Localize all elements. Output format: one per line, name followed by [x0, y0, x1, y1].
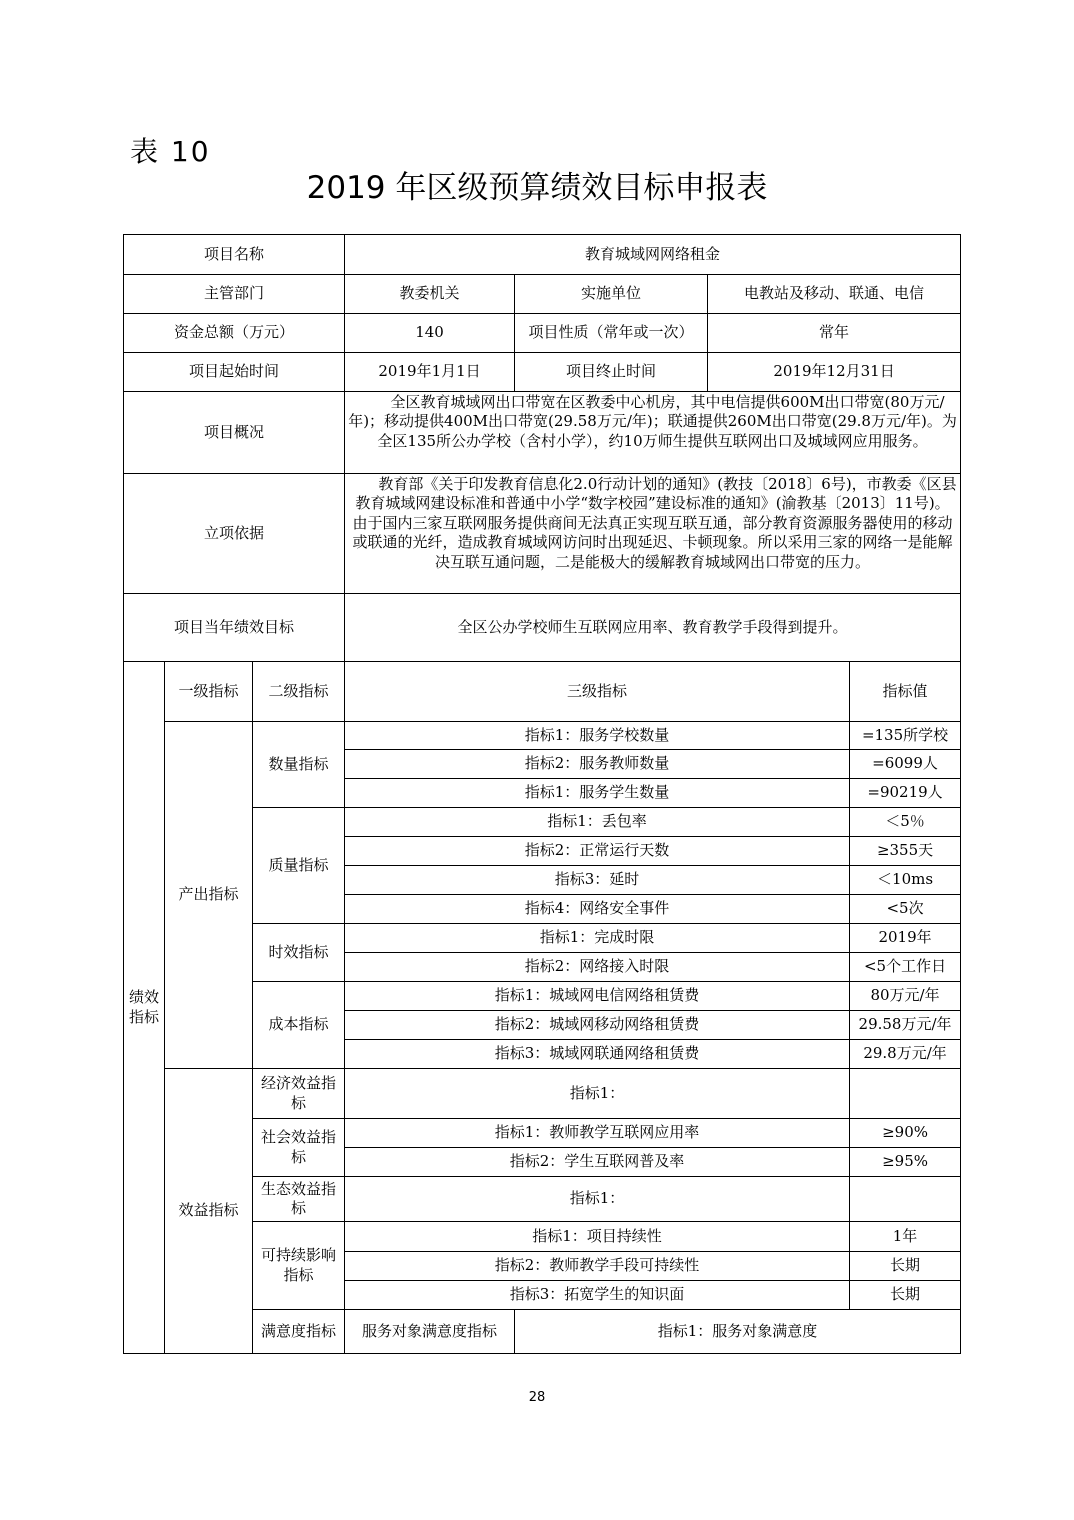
- basis-text: 教育部《关于印发教育信息化2.0行动计划的通知》(教技〔2018〕6号)，市教委《区县教育城域网建设标准和普通中小学“数字校园”建设标准的通知》(渝教基〔2013〕11号)。由于国内三家互联网服务提供商间无法真正实现互联互通，部分教育资源服务器使用的移动或联通的光纤，造成教育城域网访问时出现延迟、卡顿现象。所以采用三家的网络一是能解决互联互通问题，二是能极大的缓解教育城域网出口带宽的压力。: [352, 474, 957, 571]
- row-perf-header: [124, 662, 961, 722]
- budget-performance-table: [123, 234, 961, 1354]
- cost-label: 成本指标: [253, 982, 345, 1069]
- indicator-value: 2019年: [850, 924, 961, 953]
- indicator-name: 指标1：城域网电信网络租赁费: [345, 982, 850, 1011]
- indicator-name: 指标1：服务对象满意度: [515, 1310, 961, 1354]
- indicator-value: 29.58万元/年: [850, 1011, 961, 1040]
- indicator-value: ＜10ms: [850, 866, 961, 895]
- document-title: 2019 年区级预算绩效目标申报表: [306, 170, 768, 206]
- quality-label: 质量指标: [253, 808, 345, 924]
- overview-cell: [345, 392, 961, 474]
- row-basis: [124, 474, 961, 594]
- row-goal: [124, 594, 961, 662]
- satisfaction-label: 满意度指标: [253, 1310, 345, 1354]
- indicator-name: 指标1：服务学生数量: [345, 779, 850, 808]
- indicator-name: 指标4：网络安全事件: [345, 895, 850, 924]
- indicator-name: 指标2：学生互联网普及率: [345, 1148, 850, 1177]
- indicator-name: 指标1：完成时限: [345, 924, 850, 953]
- overview-text: 全区教育城域网出口带宽在区教委中心机房，其中电信提供600M出口带宽(80万元/年)；移动提供400M出口带宽(29.58万元/年)；联通提供260M出口带宽(29.8万元/年)。为全区135所公办学校（含村小学），约10万师生提供互联网出口及城域网应用服务。: [348, 392, 957, 450]
- eco-label: 生态效益指标: [253, 1177, 345, 1222]
- indicator-name: 指标1：: [345, 1177, 850, 1222]
- project-name-label: 项目名称: [124, 235, 345, 275]
- indicator-name: 指标3：延时: [345, 866, 850, 895]
- end-value: 2019年12月31日: [708, 353, 961, 392]
- indicator-value: =135所学校: [850, 722, 961, 750]
- nature-label: 项目性质（常年或一次）: [515, 314, 708, 353]
- indicator-value: <5次: [850, 895, 961, 924]
- basis-label: 立项依据: [124, 474, 345, 594]
- table-number: 表 10: [130, 135, 211, 168]
- row-dates: [124, 353, 961, 392]
- basis-cell: [345, 474, 961, 594]
- indicator-value: <5个工作日: [850, 953, 961, 982]
- indicator-value: ≥90%: [850, 1119, 961, 1148]
- indicator-value: =6099人: [850, 750, 961, 779]
- quantity-label: 数量指标: [253, 722, 345, 808]
- indicator-value: [850, 1177, 961, 1222]
- indicator-value: 长期: [850, 1281, 961, 1310]
- nature-value: 常年: [708, 314, 961, 353]
- col-level3: 三级指标: [345, 662, 850, 722]
- table-row: [124, 722, 961, 750]
- indicator-name: 指标2：城域网移动网络租赁费: [345, 1011, 850, 1040]
- indicator-name: 指标3：城域网联通网络租赁费: [345, 1040, 850, 1069]
- indicator-name: 指标2：服务教师数量: [345, 750, 850, 779]
- impl-value: 电教站及移动、联通、电信: [708, 275, 961, 314]
- overview-label: 项目概况: [124, 392, 345, 474]
- goal-value: 全区公办学校师生互联网应用率、教育教学手段得到提升。: [345, 594, 961, 662]
- indicator-name: 指标1：丢包率: [345, 808, 850, 837]
- indicator-value: ≥355天: [850, 837, 961, 866]
- social-label: 社会效益指标: [253, 1119, 345, 1177]
- col-level1: 一级指标: [165, 662, 253, 722]
- indicator-name: 指标1：教师教学互联网应用率: [345, 1119, 850, 1148]
- col-level2: 二级指标: [253, 662, 345, 722]
- dept-value: 教委机关: [345, 275, 515, 314]
- economic-label: 经济效益指标: [253, 1069, 345, 1119]
- indicator-name: 指标2：教师教学手段可持续性: [345, 1252, 850, 1281]
- project-name-value: 教育城域网网络租金: [345, 235, 961, 275]
- indicator-name: 指标1：项目持续性: [345, 1222, 850, 1252]
- row-project-name: [124, 235, 961, 275]
- indicator-value: 1年: [850, 1222, 961, 1252]
- row-amount: [124, 314, 961, 353]
- indicator-value: 长期: [850, 1252, 961, 1281]
- goal-label: 项目当年绩效目标: [124, 594, 345, 662]
- impl-label: 实施单位: [515, 275, 708, 314]
- sustain-label: 可持续影响指标: [253, 1222, 345, 1310]
- indicator-name: 指标1：服务学校数量: [345, 722, 850, 750]
- indicator-name: 指标1：: [345, 1069, 850, 1119]
- benefit-label: 效益指标: [165, 1069, 253, 1354]
- indicator-name: 指标2：正常运行天数: [345, 837, 850, 866]
- indicator-name: 指标2：网络接入时限: [345, 953, 850, 982]
- table-row: [124, 1069, 961, 1119]
- amount-label: 资金总额（万元）: [124, 314, 345, 353]
- indicator-value: ≥95%: [850, 1148, 961, 1177]
- indicator-value: =90219人: [850, 779, 961, 808]
- end-label: 项目终止时间: [515, 353, 708, 392]
- dept-label: 主管部门: [124, 275, 345, 314]
- amount-value: 140: [345, 314, 515, 353]
- indicator-name: 指标3：拓宽学生的知识面: [345, 1281, 850, 1310]
- output-label: 产出指标: [165, 722, 253, 1069]
- start-label: 项目起始时间: [124, 353, 345, 392]
- indicator-value: 80万元/年: [850, 982, 961, 1011]
- indicator-value: ＜5％: [850, 808, 961, 837]
- col-value: 指标值: [850, 662, 961, 722]
- page-number: 28: [528, 1390, 546, 1405]
- row-overview: [124, 392, 961, 474]
- time-label: 时效指标: [253, 924, 345, 982]
- indicator-value: 29.8万元/年: [850, 1040, 961, 1069]
- perf-group-label: 绩效指标: [124, 662, 165, 1354]
- row-department: [124, 275, 961, 314]
- indicator-value: [850, 1069, 961, 1119]
- service-label: 服务对象满意度指标: [345, 1310, 515, 1354]
- start-value: 2019年1月1日: [345, 353, 515, 392]
